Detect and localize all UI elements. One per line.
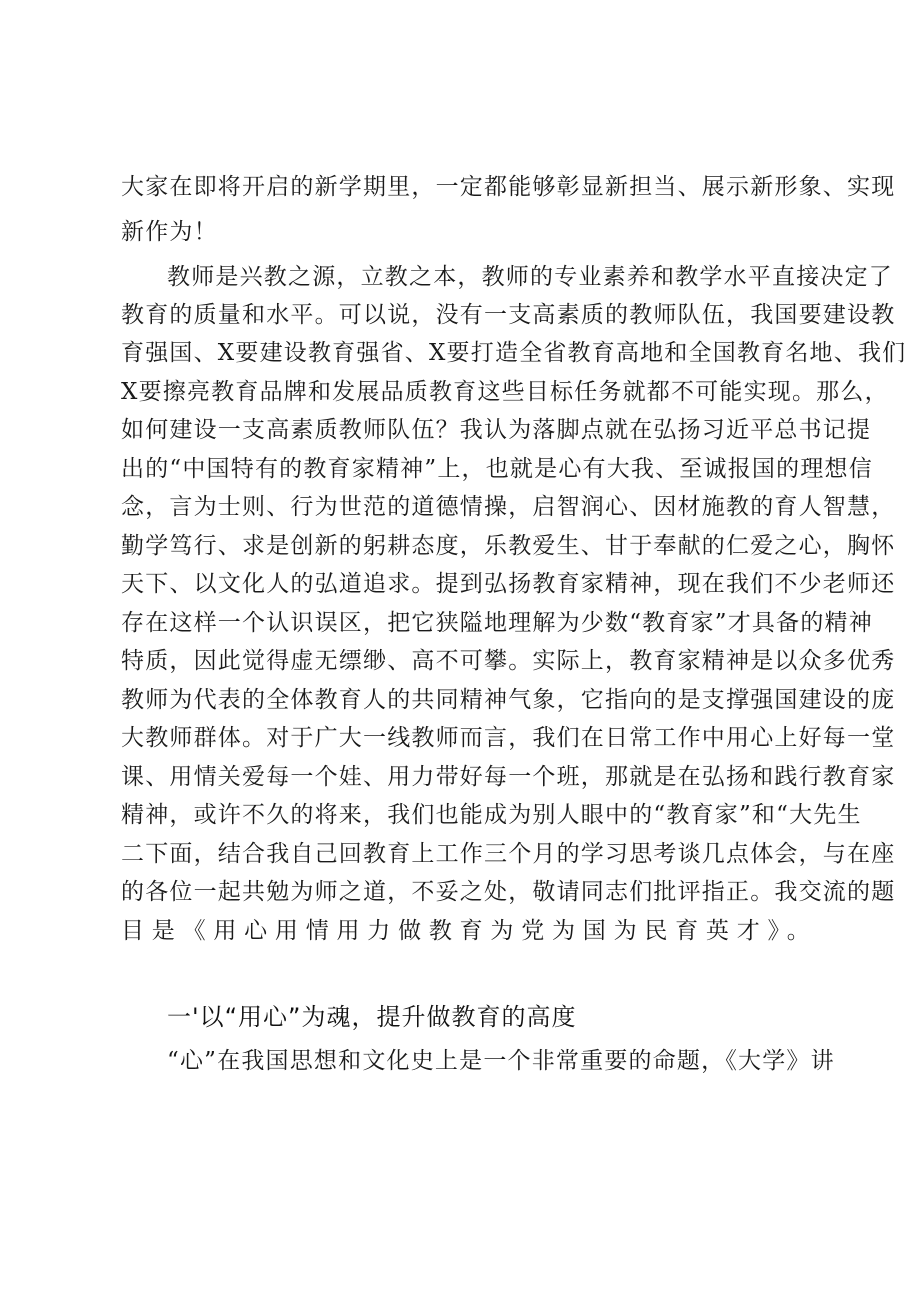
paragraph-line: 天下、以文化人的弘道追求。提到弘扬教育家精神，现在我们不少老师还	[121, 571, 896, 597]
paragraph-line: 大教师群体。对于广大一线教师而言，我们在日常工作中用心上好每一堂	[121, 725, 896, 751]
paragraph-line: 教师是兴教之源，立教之本，教师的专业素养和教学水平直接决定了	[167, 264, 893, 290]
paragraph-line: 教育的质量和水平。可以说，没有一支高素质的教师队伍，我国要建设教	[121, 302, 896, 328]
paragraph-line: 念，言为士则、行为世范的道德情操，启智润心、因材施教的育人智慧，	[121, 494, 896, 520]
paragraph-line: 存在这样一个认识误区，把它狭隘地理解为少数“教育家”才具备的精神	[121, 610, 873, 636]
paragraph-line: 新作为！	[121, 219, 218, 245]
paragraph-line: 的各位一起共勉为师之道，不妥之处，敬请同志们批评指正。我交流的题	[121, 879, 896, 905]
paragraph-line: 如何建设一支高素质教师队伍？我认为落脚点就在弘扬习近平总书记提	[121, 417, 872, 443]
paragraph-line: 课、用情关爱每一个娃、用力带好每一个班，那就是在弘扬和践行教育家	[121, 764, 896, 790]
paragraph-line: 二下面，结合我自己回教育上工作三个月的学习思考谈几点体会，与在座	[121, 841, 896, 867]
paragraph-line: 精神，或许不久的将来，我们也能成为别人眼中的“教育家”和“大先生	[121, 802, 862, 828]
paragraph-line: 大家在即将开启的新学期里，一定都能够彰显新担当、展示新形象、实现	[121, 174, 896, 200]
paragraph-line: 特质，因此觉得虚无缥缈、高不可攀。实际上，教育家精神是以众多优秀	[121, 648, 896, 674]
section-heading: 一'以“用心”为魂，提升做教育的高度	[167, 1003, 577, 1031]
paragraph-line: 勤学笃行、求是创新的躬耕态度，乐教爱生、甘于奉献的仁爱之心，胸怀	[121, 533, 896, 559]
paragraph-line: 目是《用心用情用力做教育为党为国为民育英才》。	[121, 918, 811, 944]
paragraph-line: “心”在我国思想和文化史上是一个非常重要的命题，《大学》讲	[167, 1048, 835, 1074]
paragraph-line: 教师为代表的全体教育人的共同精神气象，它指向的是支撑强国建设的庞	[121, 687, 896, 713]
paragraph-line: 育强国、X要建设教育强省、X要打造全省教育高地和全国教育名地、我们	[121, 340, 907, 366]
paragraph-line: X要擦亮教育品牌和发展品质教育这些目标任务就都不可能实现。那么，	[121, 379, 889, 405]
paragraph-line: 出的“中国特有的教育家精神”上，也就是心有大我、至诚报国的理想信	[121, 456, 873, 482]
